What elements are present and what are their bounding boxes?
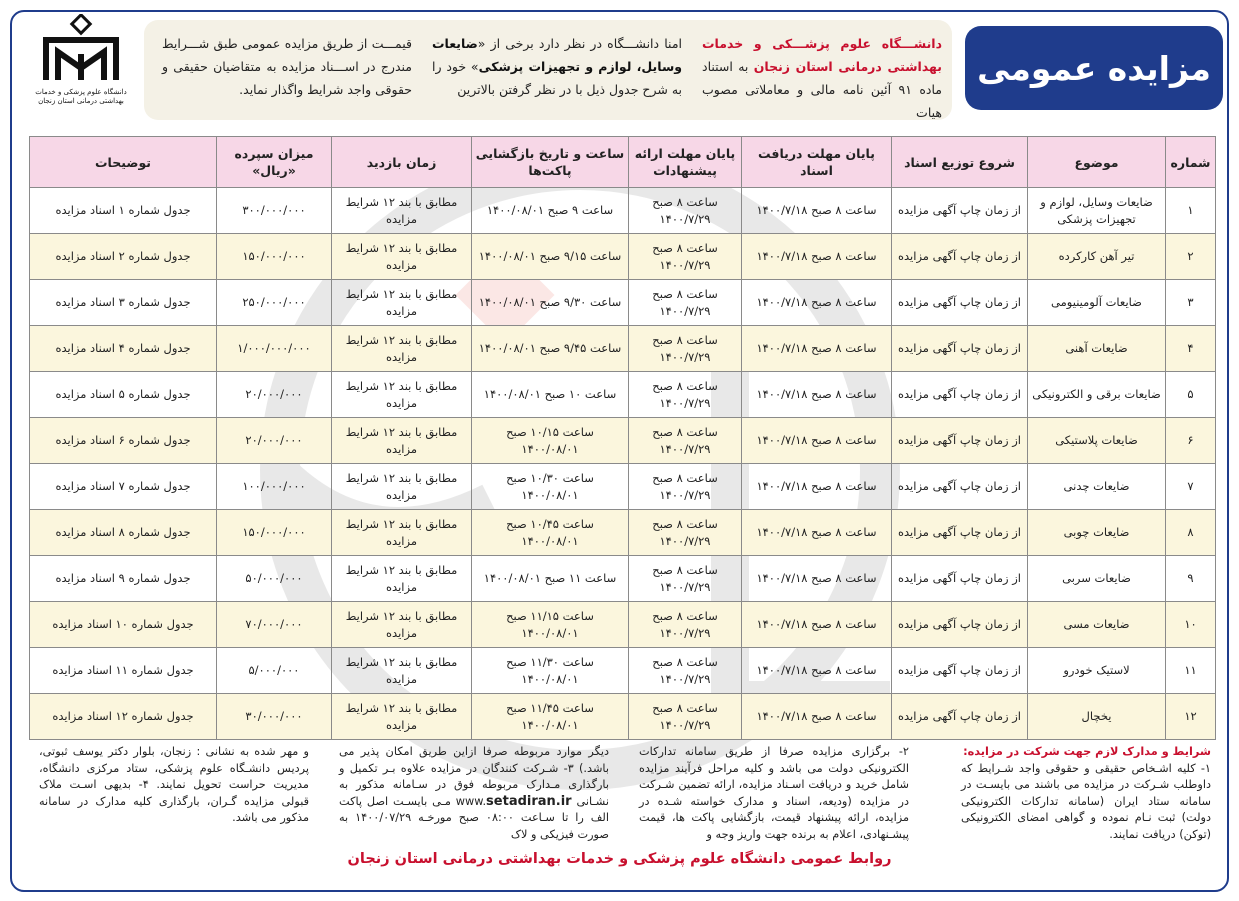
logo-caption-1: دانشگاه علوم پزشکی و خدمات: [35, 88, 127, 96]
condition-4: و مهر شده به نشانی : زنجان، بلوار دکتر یوسف ثبوتی، پردیس دانشـگاه علوم پزشکی، ستاد مرکزی دانشگاه، مدیریت حراست تحویل نمایند. ۴- بدیهی اسـت ملاک قبولی مزایده گـران، بارگذاری کلیه مدارک در سامانه مذکور می باشد.: [39, 745, 309, 824]
cell-offer: ساعت ۸ صبح ۱۴۰۰/۷/۲۹: [629, 602, 742, 648]
conditions-col-1: [961, 744, 1211, 843]
cell-desc: جدول شماره ۴ اسناد مزایده: [30, 326, 217, 372]
cell-desc: جدول شماره ۵ اسناد مزایده: [30, 372, 217, 418]
cell-visit: مطابق با بند ۱۲ شرایط مزایده: [332, 602, 472, 648]
cell-start: از زمان چاپ آگهی مزایده: [892, 280, 1028, 326]
intro-text-2a: امنا دانشـــگاه در نظر دارد برخی از «: [477, 36, 682, 51]
cell-subject: ضایعات برقی و الکترونیکی: [1028, 372, 1166, 418]
table-row: [30, 556, 1216, 602]
setadiran-link[interactable]: setadiran.ir: [486, 793, 572, 809]
cell-offer: ساعت ۸ صبح ۱۴۰۰/۷/۲۹: [629, 648, 742, 694]
cell-offer: ساعت ۸ صبح ۱۴۰۰/۷/۲۹: [629, 510, 742, 556]
cell-offer: ساعت ۸ صبح ۱۴۰۰/۷/۲۹: [629, 556, 742, 602]
cell-opening: ساعت ۹/۴۵ صبح ۱۴۰۰/۰۸/۰۱: [472, 326, 629, 372]
table-row: [30, 602, 1216, 648]
cell-start: از زمان چاپ آگهی مزایده: [892, 188, 1028, 234]
cell-opening: ساعت ۱۱/۴۵ صبح ۱۴۰۰/۰۸/۰۱: [472, 694, 629, 740]
intro-col-2: [422, 20, 692, 120]
table-header-row: [30, 137, 1216, 188]
cell-opening: ساعت ۱۱/۱۵ صبح ۱۴۰۰/۰۸/۰۱: [472, 602, 629, 648]
cell-visit: مطابق با بند ۱۲ شرایط مزایده: [332, 510, 472, 556]
header-subject: موضوع: [1028, 137, 1166, 188]
cell-num: ۶: [1166, 418, 1216, 464]
cell-subject: لاستیک خودرو: [1028, 648, 1166, 694]
cell-deposit: ۲۵۰/۰۰۰/۰۰۰: [217, 280, 332, 326]
cell-offer: ساعت ۸ صبح ۱۴۰۰/۷/۲۹: [629, 464, 742, 510]
cell-desc: جدول شماره ۱۲ اسناد مزایده: [30, 694, 217, 740]
cell-subject: ضایعات آهنی: [1028, 326, 1166, 372]
header-offer: پایان مهلت ارائه پیشنهادات: [629, 137, 742, 188]
cell-deposit: ۵/۰۰۰/۰۰۰: [217, 648, 332, 694]
cell-num: ۷: [1166, 464, 1216, 510]
cell-visit: مطابق با بند ۱۲ شرایط مزایده: [332, 326, 472, 372]
cell-opening: ساعت ۱۱/۳۰ صبح ۱۴۰۰/۰۸/۰۱: [472, 648, 629, 694]
cell-desc: جدول شماره ۳ اسناد مزایده: [30, 280, 217, 326]
cell-start: از زمان چاپ آگهی مزایده: [892, 694, 1028, 740]
table-row: [30, 372, 1216, 418]
auction-table: [29, 136, 1216, 740]
cell-visit: مطابق با بند ۱۲ شرایط مزایده: [332, 694, 472, 740]
cell-desc: جدول شماره ۷ اسناد مزایده: [30, 464, 217, 510]
cell-offer: ساعت ۸ صبح ۱۴۰۰/۷/۲۹: [629, 418, 742, 464]
cell-offer: ساعت ۸ صبح ۱۴۰۰/۷/۲۹: [629, 372, 742, 418]
cell-offer: ساعت ۸ صبح ۱۴۰۰/۷/۲۹: [629, 280, 742, 326]
cell-visit: مطابق با بند ۱۲ شرایط مزایده: [332, 464, 472, 510]
cell-subject: ضایعات آلومینیومی: [1028, 280, 1166, 326]
cell-start: از زمان چاپ آگهی مزایده: [892, 510, 1028, 556]
cell-receive: ساعت ۸ صبح ۱۴۰۰/۷/۱۸: [742, 372, 892, 418]
cell-start: از زمان چاپ آگهی مزایده: [892, 418, 1028, 464]
cell-subject: ضایعات پلاستیکی: [1028, 418, 1166, 464]
table-row: [30, 234, 1216, 280]
cell-opening: ساعت ۹/۱۵ صبح ۱۴۰۰/۰۸/۰۱: [472, 234, 629, 280]
intro-col-1: [692, 20, 952, 120]
cell-visit: مطابق با بند ۱۲ شرایط مزایده: [332, 188, 472, 234]
conditions-col-2: [639, 744, 909, 843]
cell-receive: ساعت ۸ صبح ۱۴۰۰/۷/۱۸: [742, 234, 892, 280]
cell-desc: جدول شماره ۶ اسناد مزایده: [30, 418, 217, 464]
condition-3b: مـی بایسـت اصل پاکت الف را تا سـاعت ۰۸:۰۰ صبح مورخـه ۱۴۰۰/۰۷/۲۹ به صورت فیزیکی و لاک: [339, 794, 610, 841]
cell-deposit: ۳۰۰/۰۰۰/۰۰۰: [217, 188, 332, 234]
cell-visit: مطابق با بند ۱۲ شرایط مزایده: [332, 648, 472, 694]
header-opening: ساعت و تاریخ بازگشایی پاکت‌ها: [472, 137, 629, 188]
table-row: [30, 648, 1216, 694]
cell-start: از زمان چاپ آگهی مزایده: [892, 602, 1028, 648]
cell-offer: ساعت ۸ صبح ۱۴۰۰/۷/۲۹: [629, 694, 742, 740]
conditions-col-4: [39, 744, 309, 827]
header-num: شماره: [1166, 137, 1216, 188]
cell-deposit: ۲۰/۰۰۰/۰۰۰: [217, 418, 332, 464]
cell-start: از زمان چاپ آگهی مزایده: [892, 234, 1028, 280]
cell-deposit: ۵۰/۰۰۰/۰۰۰: [217, 556, 332, 602]
cell-subject: تیر آهن کارکرده: [1028, 234, 1166, 280]
cell-opening: ساعت ۱۰/۱۵ صبح ۱۴۰۰/۰۸/۰۱: [472, 418, 629, 464]
cell-subject: ضایعات وسایل، لوازم و تجهیزات پزشکی: [1028, 188, 1166, 234]
cell-offer: ساعت ۸ صبح ۱۴۰۰/۷/۲۹: [629, 188, 742, 234]
cell-num: ۱۰: [1166, 602, 1216, 648]
cell-deposit: ۱۵۰/۰۰۰/۰۰۰: [217, 234, 332, 280]
condition-3a: دیگر موارد مربوطه صرفا ازاین طریق امکان پذیر می باشد.) ۳- شـرکت کنندگان در مزایده علاوه بـر تکمیل و بارگذاری مـدارک مربوطه فوق در سـامانه مذکور به نشـانی www.: [339, 745, 609, 808]
cell-start: از زمان چاپ آگهی مزایده: [892, 464, 1028, 510]
cell-deposit: ۲۰/۰۰۰/۰۰۰: [217, 372, 332, 418]
cell-deposit: ۱/۰۰۰/۰۰۰/۰۰۰: [217, 326, 332, 372]
logo-caption-2: بهداشتی درمانی استان زنجان: [38, 97, 124, 105]
table-row: [30, 280, 1216, 326]
cell-receive: ساعت ۸ صبح ۱۴۰۰/۷/۱۸: [742, 510, 892, 556]
conditions-title: شرایط و مدارک لازم جهت شرکت در مزایده:: [963, 745, 1211, 758]
cell-desc: جدول شماره ۸ اسناد مزایده: [30, 510, 217, 556]
cell-receive: ساعت ۸ صبح ۱۴۰۰/۷/۱۸: [742, 464, 892, 510]
cell-receive: ساعت ۸ صبح ۱۴۰۰/۷/۱۸: [742, 280, 892, 326]
cell-visit: مطابق با بند ۱۲ شرایط مزایده: [332, 234, 472, 280]
table-row: [30, 464, 1216, 510]
cell-deposit: ۳۰/۰۰۰/۰۰۰: [217, 694, 332, 740]
cell-num: ۸: [1166, 510, 1216, 556]
cell-visit: مطابق با بند ۱۲ شرایط مزایده: [332, 556, 472, 602]
cell-opening: ساعت ۱۱ صبح ۱۴۰۰/۰۸/۰۱: [472, 556, 629, 602]
cell-receive: ساعت ۸ صبح ۱۴۰۰/۷/۱۸: [742, 326, 892, 372]
cell-subject: ضایعات سربی: [1028, 556, 1166, 602]
cell-opening: ساعت ۱۰/۴۵ صبح ۱۴۰۰/۰۸/۰۱: [472, 510, 629, 556]
cell-receive: ساعت ۸ صبح ۱۴۰۰/۷/۱۸: [742, 648, 892, 694]
cell-opening: ساعت ۹ صبح ۱۴۰۰/۰۸/۰۱: [472, 188, 629, 234]
cell-subject: ضایعات چوبی: [1028, 510, 1166, 556]
cell-num: ۹: [1166, 556, 1216, 602]
cell-subject: ضایعات چدنی: [1028, 464, 1166, 510]
cell-subject: ضایعات مسی: [1028, 602, 1166, 648]
cell-num: ۲: [1166, 234, 1216, 280]
cell-receive: ساعت ۸ صبح ۱۴۰۰/۷/۱۸: [742, 602, 892, 648]
cell-num: ۱: [1166, 188, 1216, 234]
table-row: [30, 326, 1216, 372]
cell-deposit: ۱۰۰/۰۰۰/۰۰۰: [217, 464, 332, 510]
cell-deposit: ۷۰/۰۰۰/۰۰۰: [217, 602, 332, 648]
intro-box: [144, 20, 952, 120]
table-row: [30, 510, 1216, 556]
cell-visit: مطابق با بند ۱۲ شرایط مزایده: [332, 372, 472, 418]
header-receive: پایان مهلت دریافت اسناد: [742, 137, 892, 188]
cell-receive: ساعت ۸ صبح ۱۴۰۰/۷/۱۸: [742, 188, 892, 234]
page-title: مزایده عمومی: [977, 48, 1211, 88]
cell-opening: ساعت ۱۰ صبح ۱۴۰۰/۰۸/۰۱: [472, 372, 629, 418]
cell-num: ۱۱: [1166, 648, 1216, 694]
cell-start: از زمان چاپ آگهی مزایده: [892, 372, 1028, 418]
cell-desc: جدول شماره ۲ اسناد مزایده: [30, 234, 217, 280]
cell-subject: یخچال: [1028, 694, 1166, 740]
table-row: [30, 188, 1216, 234]
cell-num: ۵: [1166, 372, 1216, 418]
header-desc: توضیحات: [30, 137, 217, 188]
logo-emblem-icon: [36, 14, 126, 84]
header-start: شروع توزیع اسناد: [892, 137, 1028, 188]
cell-offer: ساعت ۸ صبح ۱۴۰۰/۷/۲۹: [629, 234, 742, 280]
cell-start: از زمان چاپ آگهی مزایده: [892, 648, 1028, 694]
intro-university: دانشـــگاه علوم پزشـــکی و خدمات بهداشتی درمانی استان زنجان: [702, 36, 942, 74]
header-visit: زمان بازدید: [332, 137, 472, 188]
intro-items: ضایعات وسایل، لوازم و تجهیزات پزشکی: [432, 36, 683, 74]
cell-receive: ساعت ۸ صبح ۱۴۰۰/۷/۱۸: [742, 556, 892, 602]
cell-desc: جدول شماره ۹ اسناد مزایده: [30, 556, 217, 602]
cell-receive: ساعت ۸ صبح ۱۴۰۰/۷/۱۸: [742, 418, 892, 464]
cell-offer: ساعت ۸ صبح ۱۴۰۰/۷/۲۹: [629, 326, 742, 372]
intro-col-3: [152, 20, 422, 120]
cell-opening: ساعت ۹/۳۰ صبح ۱۴۰۰/۰۸/۰۱: [472, 280, 629, 326]
cell-num: ۱۲: [1166, 694, 1216, 740]
cell-desc: جدول شماره ۱۱ اسناد مزایده: [30, 648, 217, 694]
cell-visit: مطابق با بند ۱۲ شرایط مزایده: [332, 418, 472, 464]
condition-2: ۲- برگزاری مزایده صرفا از طریق سامانه تدارکات الکترونیکی دولت می باشد و کلیه مراحل فرآیند مزایده شامل خرید و دریافت اسـناد مزایده، ارائه تضمین شـرکت در مزایده (ودیعه، اسناد و مدارک خواسته شـده در مزایده، ارائه پیشنهاد قیمت، بازگشایی پاکت ها، قیمت پیشـنهادی، اعلام به برنده جهت واریز وجه و: [639, 745, 909, 841]
intro-text-1: به استناد ماده ۹۱ آئین نامه مالی و معاملاتی مصوب هیات: [702, 59, 943, 120]
footer-credit: روابط عمومی دانشگاه علوم پزشکی و خدمات بهداشتی درمانی استان زنجان: [347, 851, 892, 867]
university-logo: [26, 14, 136, 124]
table-row: [30, 694, 1216, 740]
cell-desc: جدول شماره ۱ اسناد مزایده: [30, 188, 217, 234]
cell-receive: ساعت ۸ صبح ۱۴۰۰/۷/۱۸: [742, 694, 892, 740]
cell-deposit: ۱۵۰/۰۰۰/۰۰۰: [217, 510, 332, 556]
cell-start: از زمان چاپ آگهی مزایده: [892, 326, 1028, 372]
cell-start: از زمان چاپ آگهی مزایده: [892, 556, 1028, 602]
cell-opening: ساعت ۱۰/۳۰ صبح ۱۴۰۰/۰۸/۰۱: [472, 464, 629, 510]
cell-visit: مطابق با بند ۱۲ شرایط مزایده: [332, 280, 472, 326]
intro-text-3: قیمـــت از طریق مزایده عمومی طبق شـــرایط مندرج در اســـناد مزایده به متقاضیان حقیقی و حقوقی واجد شرایط واگذار نماید.: [162, 36, 412, 97]
table-row: [30, 418, 1216, 464]
title-banner: [965, 26, 1223, 110]
cell-desc: جدول شماره ۱۰ اسناد مزایده: [30, 602, 217, 648]
cell-num: ۳: [1166, 280, 1216, 326]
condition-1: ۱- کلیه اشـخاص حقیقی و حقوقی واجد شـرایط که داوطلب شـرکت در مزایده می باشند می بایسـت در سامانه ستاد ایران (سامانه تدارکات الکترونیکی دولت) ثبت نـام نموده و گواهی امضای الکترونیکی (توکن) دریافت نمایند.: [961, 761, 1211, 841]
intro-text-2b: » خود را به شرح جدول ذیل با در نظر گرفتن بالاترین: [432, 59, 682, 97]
conditions-col-3: [339, 744, 609, 843]
header-deposit: میزان سپرده «ریال»: [217, 137, 332, 188]
cell-num: ۴: [1166, 326, 1216, 372]
